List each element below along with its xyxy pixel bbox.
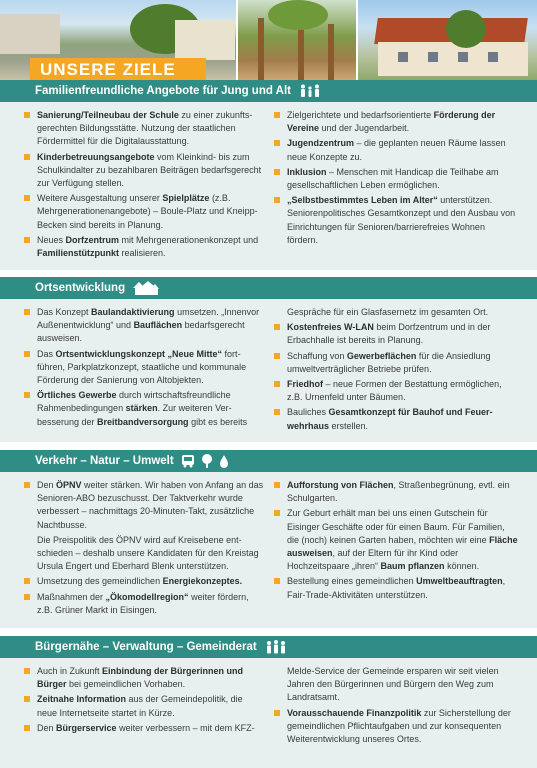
bullet-square-icon (274, 381, 280, 387)
bold-text: Inklusion (287, 166, 327, 177)
item-text: Melde-Service der Gemeinde ersparen wir seit vielen Jahren den Bürgerinnen und Bürgern den Weg zum Landratsamt. (287, 666, 499, 703)
list-item (274, 109, 518, 135)
bold-text: Zeitnahe Information (37, 694, 127, 705)
item-text: Den (37, 722, 57, 733)
list-item-continuation (274, 665, 518, 705)
item-text: zur Sicherstellung der gemeindlichen Pflichtaufgaben und zur konsequenten Weiterentwicklung unseres Ortes. (287, 707, 511, 745)
item-text: und der Jugendarbeit. (319, 123, 410, 134)
bullet-square-icon (24, 594, 30, 600)
bullet-square-icon (274, 353, 280, 359)
section-verkehr (0, 450, 537, 628)
item-text: Schaffung von (287, 350, 347, 361)
list-item (24, 389, 264, 429)
list-item (24, 591, 264, 617)
item-text: Bauliches (287, 407, 329, 418)
list-item (274, 406, 518, 432)
list-item (24, 234, 264, 260)
bold-text: Aufforstung von Flächen (287, 480, 394, 490)
bullet-square-icon (274, 710, 280, 716)
item-text: zu einer zukunftsgerechten Bildungsstätte. Nutzung der staatlichen Fördermittel für die Digitalausstattung. (37, 110, 253, 147)
item-text: – neue Formen der Bestattung ermöglichen, z.B. Urnenfeld unter Bäumen. (287, 379, 502, 403)
list-item-continuation (274, 306, 518, 319)
bold-text: Gewerbeflächen (346, 350, 417, 361)
item-text: Weitere Ausgestaltung unserer (37, 193, 163, 204)
bullet-square-icon (274, 409, 280, 415)
list-item (24, 109, 264, 149)
section-ortsentwicklung (0, 277, 537, 442)
list-item (274, 575, 518, 601)
item-text: können. (444, 561, 480, 572)
bold-text: Breitbandversorgung (97, 416, 189, 427)
list-item-continuation (24, 534, 264, 574)
bold-text: Vorausschauende Finanzpolitik (287, 707, 422, 718)
bullet-square-icon (24, 351, 30, 357)
item-text: bei gemeindlichen Vorhaben. (66, 679, 186, 690)
bold-text: Einbindung der Bürgerinnen und Bürger (37, 666, 244, 690)
item-text: Umsetzung des gemeindlichen (37, 576, 163, 587)
item-text: weiter stärken. Wir haben von Anfang an das Senioren-ABO bezuschusst. Der Taktverkehr wurde verbessert – nachmittags 20-Minuten-Takt, zusätzliche Nachtbusse. (37, 480, 264, 530)
section-header (0, 636, 537, 658)
item-text: für die Ansiedlung umweltverträglicher Betriebe prüfen. (287, 350, 491, 374)
item-text: Das Konzept (37, 307, 92, 317)
item-text: , Straßenbegrünung, evtl. ein Schulgarten. (287, 480, 510, 504)
item-text: weiter verbessern – mit dem KFZ- (116, 722, 255, 733)
bold-text: Baulandaktivierung (91, 307, 175, 317)
list-item (24, 151, 264, 191)
section-title: Familienfreundliche Angebote für Jung und Alt (35, 85, 291, 97)
bullet-square-icon (24, 237, 30, 243)
bold-text: Energiekonzeptes. (162, 576, 243, 587)
section-title: Bürgernähe – Verwaltung – Gemeinderat (35, 641, 257, 653)
item-text: realisieren. (119, 248, 166, 259)
banner-title: UNSERE ZIELE (40, 60, 176, 79)
item-text: fortführen, Parkplatzkonzept, staatliche und kommunale Förderung der Sanierung von Altobjekten. (37, 348, 247, 386)
bold-text: Kinderbetreuungsangebote (37, 151, 155, 162)
section-header (0, 450, 537, 472)
page-banner (30, 58, 206, 82)
bullet-square-icon (24, 578, 30, 584)
item-text: Den (37, 480, 57, 490)
bus-tree-drop-icon (182, 454, 232, 468)
list-item (24, 722, 264, 735)
item-text: Gespräche für ein Glasfasernetz im gesamten Ort. (287, 307, 489, 317)
list-item (274, 194, 518, 247)
left-column (24, 665, 264, 748)
section-buergernaehe (0, 636, 537, 768)
item-text: – die geplanten neuen Räume lassen neue Konzepte zu. (287, 138, 506, 162)
item-text: vom Kleinkind- bis zum Schulkindalter zu bezahlbaren Beiträgen bedarfsgerecht zur Verfügung stellen. (37, 151, 262, 189)
item-text: Maßnahmen der (37, 591, 106, 602)
item-text: aus der Gemeindepolitik, die neue Internetseite startet in Kürze. (37, 694, 243, 718)
bullet-square-icon (274, 482, 280, 488)
bullet-square-icon (24, 195, 30, 201)
list-item (274, 350, 518, 376)
list-item (24, 479, 264, 532)
list-item (24, 306, 264, 346)
item-text: . Zur weiteren Verbesserung der (37, 403, 232, 427)
bold-text: Kostenfreies W-LAN (287, 322, 374, 333)
item-text: umsetzen. „Innenvor Außenentwicklung“ und (37, 307, 260, 331)
list-item (24, 192, 264, 232)
right-column (274, 306, 518, 435)
right-column (274, 479, 518, 619)
right-column (274, 665, 518, 748)
list-item (274, 707, 518, 747)
section-title: Verkehr – Natur – Umwelt (35, 455, 174, 467)
section-family (0, 80, 537, 270)
bullet-square-icon (24, 725, 30, 731)
item-text: Zur Geburt erhält man bei uns einen Gutschein für Eisinger Geschäfte oder für einen Baum. Für Familien, die (noch) keinen Garten haben, möchten wir eine (287, 508, 505, 545)
bold-text: Bürgerservice (56, 722, 117, 733)
bold-text: „Ökomodellregion“ (105, 591, 189, 602)
item-text: Zielgerichtete und bedarfsorientierte (287, 110, 434, 120)
bullet-square-icon (274, 169, 280, 175)
left-column (24, 479, 264, 619)
bullet-square-icon (274, 140, 280, 146)
list-item (274, 166, 518, 192)
bold-text: Jugendzentrum (287, 138, 355, 149)
item-text: Das (37, 348, 56, 359)
item-text: (z.B. Mehrgenerationenangebote) – Boule-Platz und Kneipp-Becken sind bereits in Planung. (37, 193, 258, 230)
bullet-square-icon (274, 324, 280, 330)
bullet-square-icon (24, 112, 30, 118)
bullet-square-icon (24, 668, 30, 674)
list-item (274, 507, 518, 573)
family-icon (299, 84, 321, 98)
bold-text: Fläche ausweisen (287, 534, 518, 559)
list-item (24, 693, 264, 719)
list-item (274, 479, 518, 505)
item-text: gibt es bereits (188, 416, 248, 427)
item-text: , auf der Eltern für ihr Kind oder Hochzeitspaare „ihren“ (287, 548, 459, 572)
list-item (24, 665, 264, 691)
item-text: Neues (37, 234, 66, 245)
photo-playground (238, 0, 356, 80)
bold-text: „Selbstbestimmtes Leben im Alter“ (287, 195, 438, 206)
item-text: weiter fördern, z.B. Grüner Markt in Eisingen. (37, 591, 249, 615)
bullet-square-icon (274, 510, 280, 516)
bullet-square-icon (24, 482, 30, 488)
list-item (24, 348, 264, 388)
item-text: erstellen. (329, 420, 369, 431)
list-item (274, 137, 518, 163)
item-text: , Fair-Trade-Aktivitäten unterstützen. (287, 576, 506, 600)
item-text: – Menschen mit Handicap die Teilhabe am gesellschaftlichen Leben ermöglichen. (287, 166, 499, 191)
people-icon (265, 640, 287, 655)
bullet-square-icon (274, 578, 280, 584)
bullet-square-icon (24, 696, 30, 702)
item-text: Auch in Zukunft (37, 666, 103, 676)
bold-text: ÖPNV (56, 480, 82, 490)
item-text: unterstützen. Seniorenpolitisches Gesamtkonzept und den Ausbau von Einrichtungen für Senioren/barrierefreies Wohnen fördern. (287, 195, 516, 245)
bullet-square-icon (24, 154, 30, 160)
item-text: durch wirtschaftsfreundliche Rahmenbedingungen (37, 390, 231, 414)
right-column (274, 109, 518, 262)
item-text: bedarfsgerecht ausweisen. (37, 320, 245, 344)
item-text: mit Mehrgenerationenkonzept und (119, 234, 259, 245)
bullet-square-icon (274, 197, 280, 203)
bullet-square-icon (24, 392, 30, 398)
bold-text: Förderung der Vereine (287, 110, 496, 134)
houses-icon (133, 281, 159, 295)
bold-text: Spielplätze (162, 193, 210, 204)
bold-text: Sanierung/Teilneubau der Schule (37, 110, 179, 120)
left-column (24, 306, 264, 435)
bold-text: Gesamtkonzept für Bauhof und Feuerwehrhaus (287, 407, 493, 431)
section-header (0, 80, 537, 102)
list-item (274, 321, 518, 347)
bullet-square-icon (274, 112, 280, 118)
bold-text: Umweltbeauftragten (416, 576, 503, 587)
section-title: Ortsentwicklung (35, 282, 126, 294)
bold-text: stärken (125, 403, 158, 414)
item-text: Bestellung eines gemeindlichen (287, 576, 417, 587)
bold-text: Dorfzentrum (65, 234, 120, 245)
bold-text: Familienstützpunkt (37, 248, 120, 259)
section-header (0, 277, 537, 299)
list-item (24, 575, 264, 588)
bold-text: Friedhof (287, 379, 323, 390)
left-column (24, 109, 264, 262)
bold-text: Baum pflanzen (380, 561, 445, 572)
bold-text: Örtliches Gewerbe (37, 390, 117, 401)
bullet-square-icon (24, 309, 30, 315)
photo-building (358, 0, 537, 80)
list-item (274, 378, 518, 404)
bold-text: Bauflächen (133, 320, 183, 331)
item-text: Die Preispolitik des ÖPNV wird auf Kreisebene entschieden – deshalb unsere Kandidaten für den Kreistag Ursula Engert und Eberhard Blenk unterstützen. (37, 534, 259, 572)
item-text: beim Dorfzentrum und in der Erbachhalle ist bereits in Planung. (287, 322, 491, 346)
bold-text: Ortsentwicklungskonzept „Neue Mitte“ (55, 348, 223, 359)
